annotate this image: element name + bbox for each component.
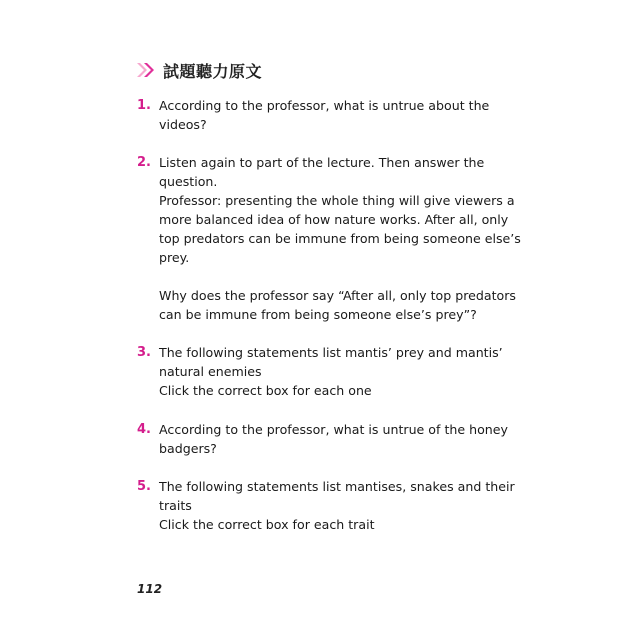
double-chevron-right-icon	[137, 63, 157, 77]
transcript-line: Professor: presenting the whole thing will give viewers a	[159, 193, 515, 208]
transcript-line: top predators can be immune from being someone else’s	[159, 231, 521, 246]
question-4	[137, 420, 508, 458]
question-text-line: badgers?	[159, 441, 217, 456]
question-3	[137, 343, 503, 400]
question-1	[137, 96, 497, 134]
question-number: 5.	[137, 479, 151, 494]
question-number: 3.	[137, 345, 151, 360]
transcript-line: more balanced idea of how nature works. After all, only	[159, 212, 509, 227]
question-text-line: Listen again to part of the lecture. Then answer the	[159, 155, 485, 170]
question-5	[137, 477, 515, 534]
transcript-line: prey.	[159, 250, 190, 265]
question-number: 2.	[137, 155, 151, 170]
question-text-line: The following statements list mantis’ prey and mantis’	[159, 345, 503, 360]
followup-question-line: can be immune from being someone else’s prey”?	[159, 307, 477, 322]
section-header	[137, 58, 262, 82]
question-text-line: question.	[159, 174, 218, 189]
question-text-line: natural enemies	[159, 364, 262, 379]
question-text-line: traits	[159, 498, 192, 513]
question-2	[137, 153, 521, 324]
question-number: 1.	[137, 98, 151, 113]
question-text-line: According to the professor, what is untrue about the	[159, 98, 490, 113]
page-number: 112	[137, 582, 163, 596]
followup-question-line: Why does the professor say “After all, only top predators	[159, 288, 516, 303]
section-heading: 試題聽力原文	[163, 61, 263, 81]
question-text-line: According to the professor, what is untrue of the honey	[159, 422, 508, 437]
question-text-line: Click the correct box for each trait	[159, 517, 375, 532]
question-text-line: videos?	[159, 117, 207, 132]
question-number: 4.	[137, 422, 151, 437]
question-text-line: The following statements list mantises, snakes and their	[159, 479, 515, 494]
question-text-line: Click the correct box for each one	[159, 383, 372, 398]
